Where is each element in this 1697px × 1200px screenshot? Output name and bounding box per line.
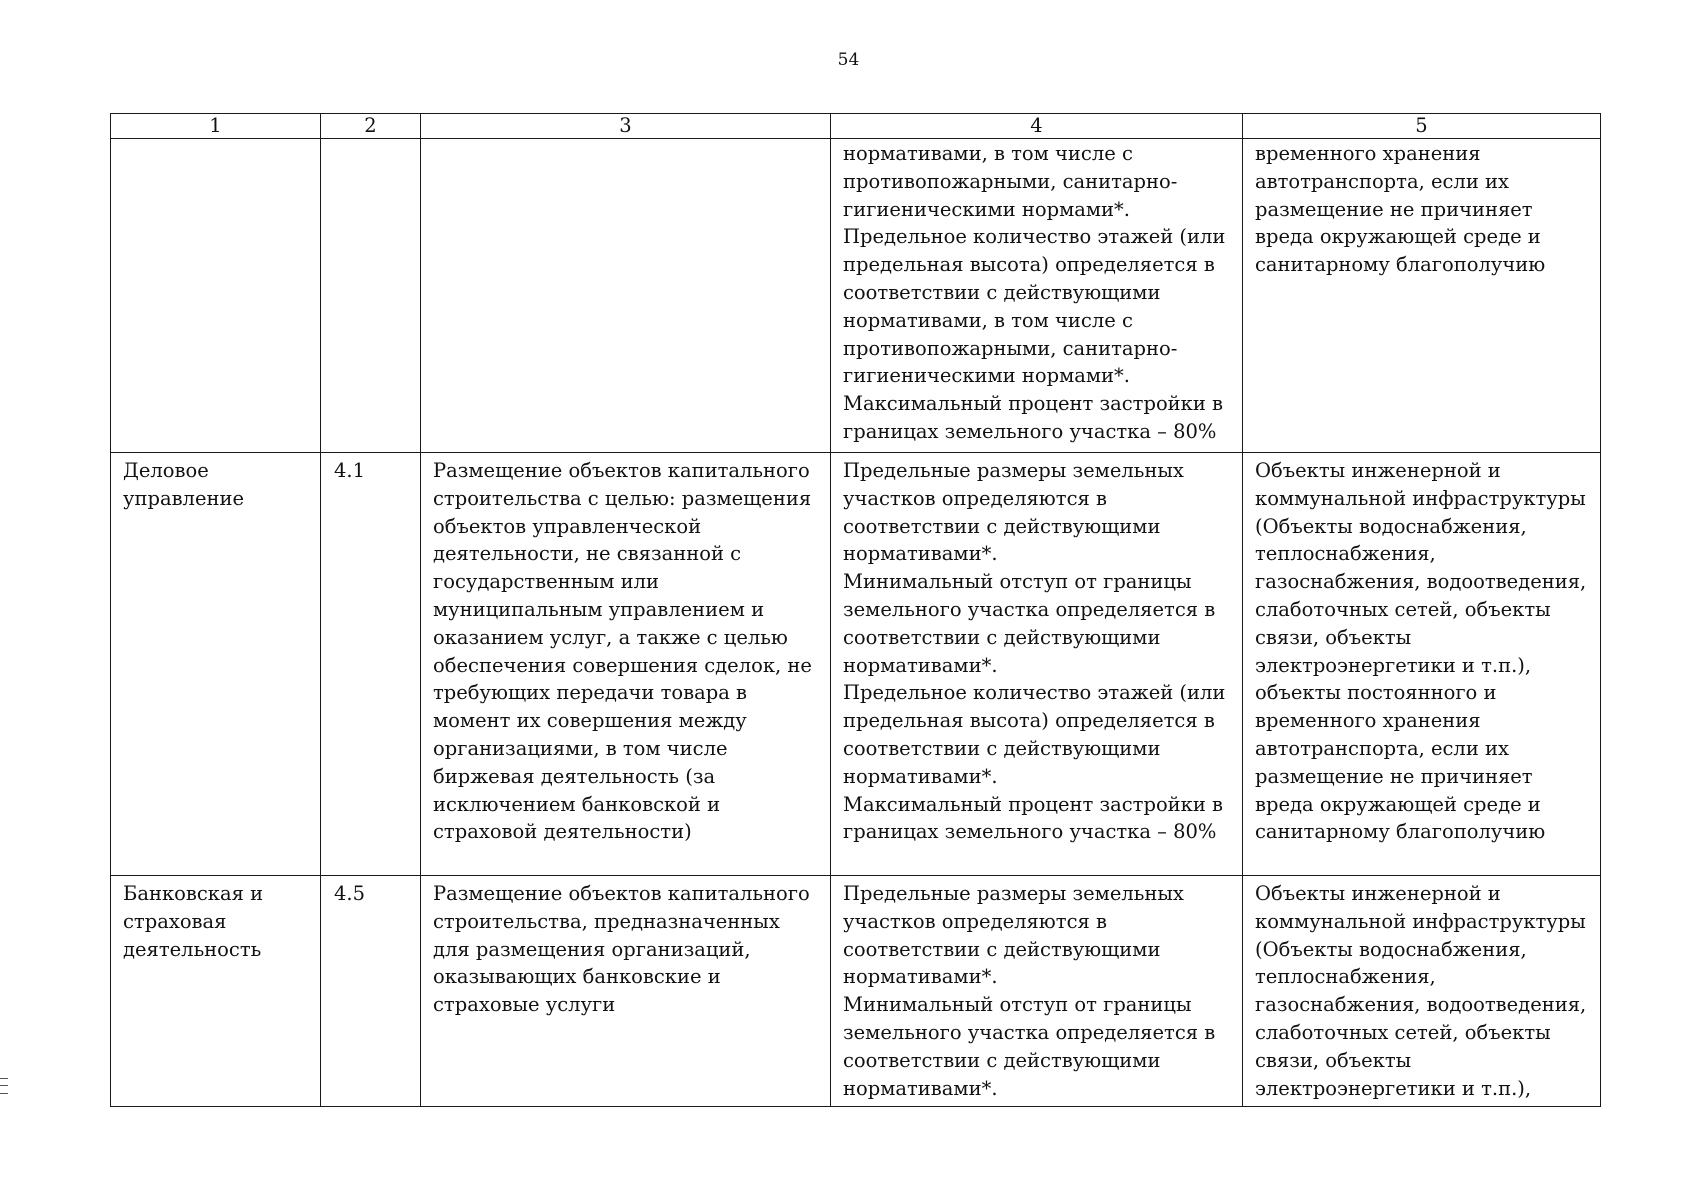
parameters-text: Предельные размеры земельных участков определяются в соответствии с действующими нормативами*. Минимальный отступ от границы земельного участка определяется в соответствии с действующими нормативами*. bbox=[843, 882, 1216, 1100]
page-number: 54 bbox=[837, 50, 860, 70]
use-type-name-cell: Деловое управление bbox=[111, 453, 321, 876]
use-description-cell bbox=[421, 139, 831, 453]
column-header-3: 3 bbox=[421, 114, 831, 139]
use-type-name-cell: Банковская и страховая деятельность bbox=[111, 876, 321, 1107]
column-header-1: 1 bbox=[111, 114, 321, 139]
use-description-cell: Размещение объектов капитального строительства, предназначенных для размещения организаций, оказывающих банковские и страховые услуги bbox=[421, 876, 831, 1107]
use-description-cell: Размещение объектов капитального строительства с целью: размещения объектов управленческой деятельности, не связанной с государственным или муниципальным управлением и оказанием услуг, а также с целью обеспечения совершения сделок, не требующих передачи товара в момент их совершения между организациями, в том числе биржевая деятельность (за исключением банковской и страховой деятельности) bbox=[421, 453, 831, 876]
scan-edge-marks bbox=[0, 1078, 8, 1094]
column-header-4: 4 bbox=[831, 114, 1243, 139]
auxiliary-uses-cell: Объекты инженерной и коммунальной инфраструктуры (Объекты водоснабжения, теплоснабжения, газоснабжения, водоотведения, слаботочных сетей, объекты связи, объекты электроэнергетики и т.п.), bbox=[1243, 876, 1601, 1107]
table-row bbox=[111, 876, 1601, 1107]
auxiliary-uses-cell: Объекты инженерной и коммунальной инфраструктуры (Объекты водоснабжения, теплоснабжения, газоснабжения, водоотведения, слаботочных сетей, объекты связи, объекты электроэнергетики и т.п.), объекты постоянного и временного хранения автотранспорта, если их размещение не причиняет вреда окружающей среде и санитарному благополучию bbox=[1243, 453, 1601, 876]
use-type-name-cell bbox=[111, 139, 321, 453]
zoning-regulations-table bbox=[110, 113, 1601, 1107]
table-row bbox=[111, 139, 1601, 453]
table-row bbox=[111, 453, 1601, 876]
building-parameters-cell bbox=[831, 876, 1243, 1107]
use-type-code-cell: 4.1 bbox=[321, 453, 421, 876]
use-type-code-cell: 4.5 bbox=[321, 876, 421, 1107]
column-header-2: 2 bbox=[321, 114, 421, 139]
column-header-5: 5 bbox=[1243, 114, 1601, 139]
auxiliary-uses-cell: временного хранения автотранспорта, если их размещение не причиняет вреда окружающей среде и санитарному благополучию bbox=[1243, 139, 1601, 453]
parameters-text: Предельные размеры земельных участков определяются в соответствии с действующими нормативами*. Минимальный отступ от границы земельного участка определяется в соответствии с действующими нормативами*. Предельное количество этажей (или предельная высота) определяется в соответствии с действующими нормативами*. Максимальный процент застройки в границах земельного участка – 80% bbox=[843, 459, 1226, 844]
building-parameters-cell bbox=[831, 139, 1243, 453]
use-type-code-cell bbox=[321, 139, 421, 453]
table-header-row bbox=[111, 114, 1601, 139]
building-parameters-cell bbox=[831, 453, 1243, 876]
parameters-text: нормативами, в том числе с противопожарными, санитарно-гигиеническими нормами*. Предельное количество этажей (или предельная высота) определяется в соответствии с действующими нормативами, в том числе с противопожарными, санитарно-гигиеническими нормами*. Максимальный процент застройки в границах земельного участка – 80% bbox=[843, 142, 1226, 443]
